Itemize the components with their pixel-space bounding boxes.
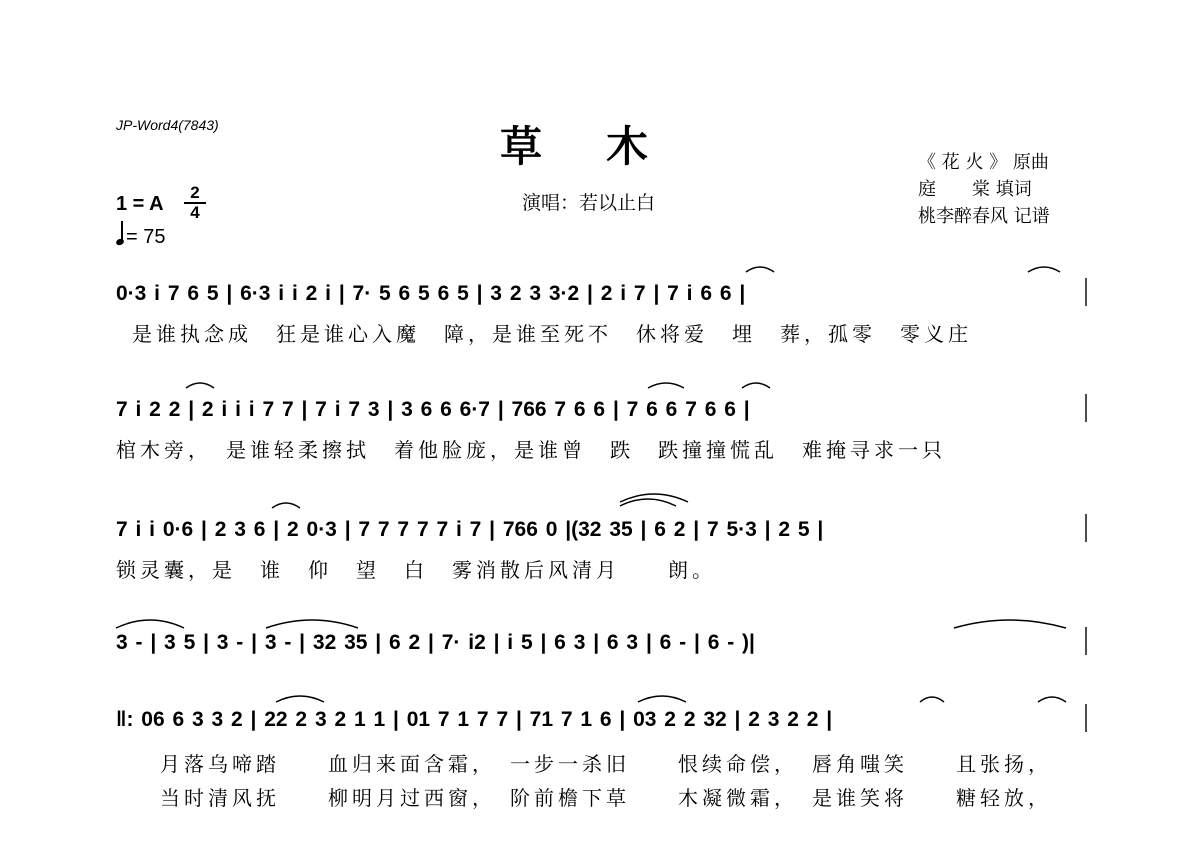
- slur-arc: [638, 696, 686, 702]
- notation-line-5: ‖: 06 6 3 3 2 | 22 2 3 2 1 1 | 01 7 1 7 7 | 71 7 1 6 | 03 2 2 32 | 2 3 2 2 |: [116, 708, 833, 731]
- original-song-credit: 《 花 火 》 原曲: [918, 152, 1049, 173]
- slur-arc: [116, 620, 184, 628]
- slur-arc: [620, 499, 676, 506]
- notation-line-2: 7 i 2 2 | 2 i i i 7 7 | 7 i 7 3 | 3 6 6 6·7 | 766 7 6 6 | 7 6 6 7 6 6 |: [116, 398, 750, 421]
- notation-line-3: 7 i i 0·6 | 2 3 6 | 2 0·3 | 7 7 7 7 7 i 7 | 766 0 |(32 35 | 6 2 | 7 5·3 | 2 5 |: [116, 518, 824, 541]
- notation-line-4: 3 - | 3 5 | 3 - | 3 - | 32 35 | 6 2 | 7· i2 | i 5 | 6 3 | 6 3 | 6 - | 6 - )|: [116, 631, 755, 654]
- tempo-value: = 75: [126, 226, 166, 248]
- slur-arc: [954, 620, 1066, 628]
- slur-arc: [648, 383, 684, 388]
- notation-line-1: 0·3 i 7 6 5 | 6·3 i i 2 i | 7· 5 6 5 6 5 | 3 2 3 3·2 | 2 i 7 | 7 i 6 6 |: [116, 282, 746, 305]
- quarter-note-icon: [115, 238, 125, 246]
- title-char-1: 草: [500, 122, 545, 171]
- singer-credit: 演唱：若以止白: [522, 192, 656, 214]
- slur-arc: [272, 503, 300, 508]
- title-char-2: 木: [606, 122, 651, 171]
- lyrics-line-5-verse-2: 当时清风抚 柳明月过西窗， 阶前檐下草 木凝微霜， 是谁笑将 糖轻放，: [160, 786, 1052, 810]
- transcriber-credit: 桃李醉春风 记谱: [918, 206, 1050, 227]
- time-signature-top: 2: [190, 183, 200, 202]
- lyrics-line-2: 棺木旁， 是谁轻柔擦拭 着他脸庞，是谁曾 跌 跌撞撞慌乱 难掩寻求一只: [116, 438, 946, 462]
- song-title: [500, 114, 650, 174]
- slur-arc: [620, 494, 688, 502]
- lyrics-line-1: 是谁执念成 狂是谁心入魔 障，是谁至死不 休将爱 埋 葬，孤零 零义庄: [132, 322, 972, 346]
- lyrics-line-5-verse-1: 月落乌啼踏 血归来面含霜， 一步一杀旧 恨续命偿， 唇角嗤笑 且张扬，: [160, 752, 1052, 776]
- software-version: JP-Word4(7843): [116, 117, 219, 133]
- slur-arc: [920, 697, 944, 702]
- slur-arc: [742, 383, 770, 388]
- key-signature: 1 = A: [116, 193, 164, 215]
- lyrics-line-3: 锁灵囊，是 谁 仰 望 白 雾消散后风清月 朗。: [116, 558, 716, 582]
- lyricist-credit: 庭 棠 填词: [918, 179, 1032, 200]
- slur-arc: [1028, 267, 1060, 272]
- time-signature-bottom: 4: [190, 203, 200, 222]
- slur-arc: [266, 620, 358, 628]
- time-signature: [184, 185, 206, 221]
- slur-arc: [1038, 697, 1066, 702]
- slur-arc: [186, 383, 214, 388]
- slur-arc: [276, 696, 324, 702]
- tempo-marking: [116, 226, 165, 249]
- slur-arc: [746, 267, 774, 272]
